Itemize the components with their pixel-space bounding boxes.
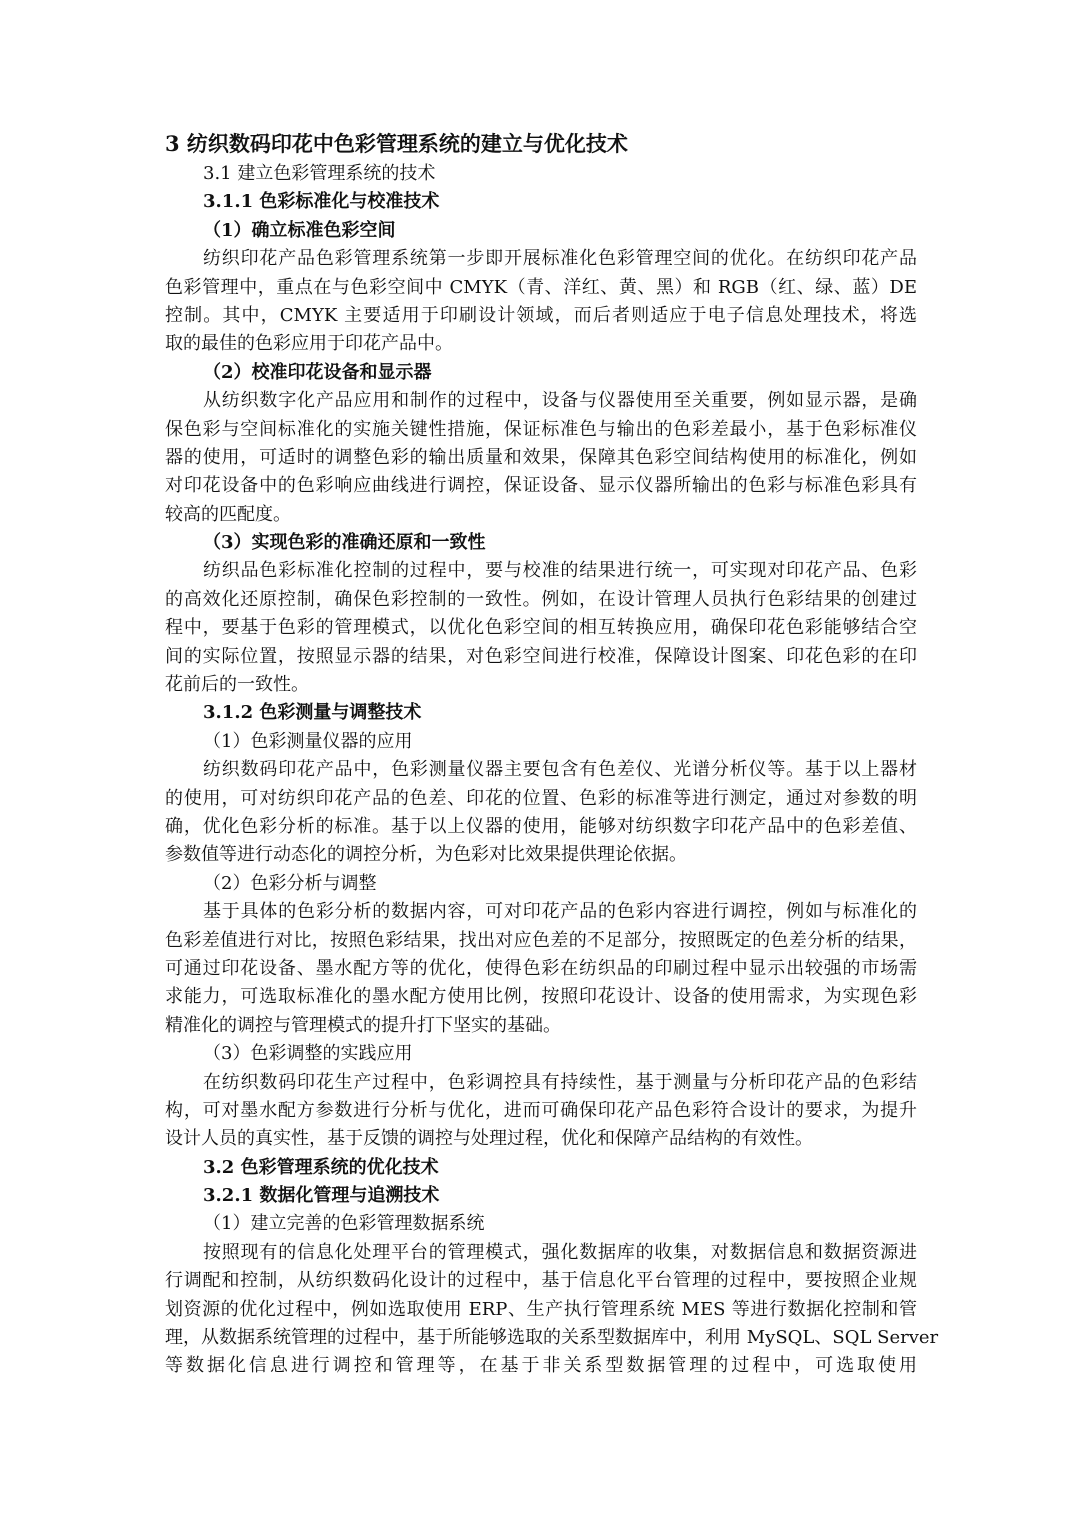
subsection-3-2-1-heading: 3.2.1 数据化管理与追溯技术: [203, 1185, 440, 1207]
paragraph-line: 划资源的优化过程中，例如选取使用 ERP、生产执行管理系统 MES 等进行数据化控制和管: [165, 1298, 917, 1320]
paragraph-line: 保色彩与空间标准化的实施关键性措施，保证标准色与输出的色彩差最小，基于色彩标准仪: [165, 418, 917, 440]
paragraph-line: 求能力，可选取标准化的墨水配方使用比例，按照印花设计、设备的使用需求，为实现色彩: [165, 986, 917, 1008]
paragraph-4: [165, 756, 917, 870]
paragraph-line: 纺织数码印花产品中，色彩测量仪器主要包含有色差仪、光谱分析仪等。基于以上器材: [203, 759, 917, 781]
item-heading-2: （2）校准印花设备和显示器: [203, 361, 432, 383]
paragraph-line: 从纺织数字化产品应用和制作的过程中，设备与仪器使用至关重要，例如显示器，是确: [203, 390, 917, 412]
subsection-3-1-heading: 3.1 建立色彩管理系统的技术: [203, 163, 436, 184]
paragraph-1: [165, 245, 917, 359]
item-heading-3: （3）实现色彩的准确还原和一致性: [203, 532, 486, 554]
subsection-3-1-1-heading: 3.1.1 色彩标准化与校准技术: [203, 191, 440, 213]
paragraph-2: [165, 387, 917, 529]
paragraph-line: 较高的匹配度。: [165, 503, 291, 525]
paragraph-line: 参数值等进行动态化的调控分析，为色彩对比效果提供理论依据。: [165, 844, 687, 866]
item-heading-6: （3）色彩调整的实践应用: [203, 1043, 413, 1065]
paragraph-line: 程中，要基于色彩的管理模式，以优化色彩空间的相互转换应用，确保印花色彩能够结合空: [165, 617, 917, 639]
paragraph-line: 等数据化信息进行调控和管理等，在基于非关系型数据管理的过程中，可选取使用: [165, 1355, 917, 1377]
paragraph-line: 花前后的一致性。: [165, 674, 309, 696]
paragraph-line: 确，优化色彩分析的标准。基于以上仪器的使用，能够对纺织数字印花产品中的色彩差值、: [165, 815, 917, 837]
paragraph-line: 取的最佳的色彩应用于印花产品中。: [165, 333, 453, 355]
paragraph-line: 纺织印花产品色彩管理系统第一步即开展标准化色彩管理空间的优化。在纺织印花产品: [203, 248, 917, 270]
section-title: 3 纺织数码印花中色彩管理系统的建立与优化技术: [165, 131, 628, 156]
paragraph-line: 纺织品色彩标准化控制的过程中，要与校准的结果进行统一，可实现对印花产品、色彩: [203, 560, 917, 582]
item-heading-7: （1）建立完善的色彩管理数据系统: [203, 1213, 485, 1235]
paragraph-line: 可通过印花设备、墨水配方等的优化，使得色彩在纺织品的印刷过程中显示出较强的市场需: [165, 957, 917, 979]
paragraph-5: [165, 898, 917, 1040]
paragraph-7: [165, 1239, 939, 1381]
paragraph-line: 器的使用，可适时的调整色彩的输出质量和效果，保障其色彩空间结构使用的标准化，例如: [165, 446, 917, 468]
document-body: [165, 128, 939, 1381]
item-heading-5: （2）色彩分析与调整: [203, 872, 377, 894]
subsection-3-1-2-heading: 3.1.2 色彩测量与调整技术: [203, 702, 422, 724]
paragraph-6: [165, 1069, 917, 1154]
paragraph-line: 色彩差值进行对比，按照色彩结果，找出对应色差的不足部分，按照既定的色差分析的结果，: [165, 929, 917, 951]
paragraph-line: 按照现有的信息化处理平台的管理模式，强化数据库的收集，对数据信息和数据资源进: [203, 1241, 917, 1263]
item-heading-1: （1）确立标准色彩空间: [203, 219, 396, 241]
paragraph-line: 的高效化还原控制，确保色彩控制的一致性。例如，在设计管理人员执行色彩结果的创建过: [165, 588, 917, 610]
paragraph-line: 精准化的调控与管理模式的提升打下坚实的基础。: [165, 1014, 561, 1036]
paragraph-line: 在纺织数码印花生产过程中，色彩调控具有持续性，基于测量与分析印花产品的色彩结: [203, 1071, 917, 1093]
paragraph-line: 控制。其中，CMYK 主要适用于印刷设计领域，而后者则适应于电子信息处理技术，将选: [165, 304, 917, 326]
paragraph-line: 的使用，可对纺织印花产品的色差、印花的位置、色彩的标准等进行测定，通过对参数的明: [165, 787, 917, 809]
paragraph-line: 构，可对墨水配方参数进行分析与优化，进而可确保印花产品色彩符合设计的要求，为提升: [165, 1099, 917, 1121]
paragraph-3: [165, 557, 917, 699]
item-heading-4: （1）色彩测量仪器的应用: [203, 730, 413, 752]
subsection-3-2-heading: 3.2 色彩管理系统的优化技术: [203, 1156, 439, 1178]
paragraph-line: 间的实际位置，按照显示器的结果，对色彩空间进行校准，保障设计图案、印花色彩的在印: [165, 645, 917, 667]
paragraph-line: 设计人员的真实性，基于反馈的调控与处理过程，优化和保障产品结构的有效性。: [165, 1128, 813, 1150]
paragraph-line: 色彩管理中，重点在与色彩空间中 CMYK（青、洋红、黄、黑）和 RGB（红、绿、蓝）DE: [165, 276, 917, 298]
paragraph-line: 基于具体的色彩分析的数据内容，可对印花产品的色彩内容进行调控，例如与标准化的: [203, 901, 917, 923]
paragraph-line: 理，从数据系统管理的过程中，基于所能够选取的关系型数据库中，利用 MySQL、SQL Server: [165, 1327, 939, 1349]
paragraph-line: 对印花设备中的色彩响应曲线进行调控，保证设备、显示仪器所输出的色彩与标准色彩具有: [165, 475, 917, 497]
paragraph-line: 行调配和控制，从纺织数码化设计的过程中，基于信息化平台管理的过程中，要按照企业规: [165, 1270, 917, 1292]
